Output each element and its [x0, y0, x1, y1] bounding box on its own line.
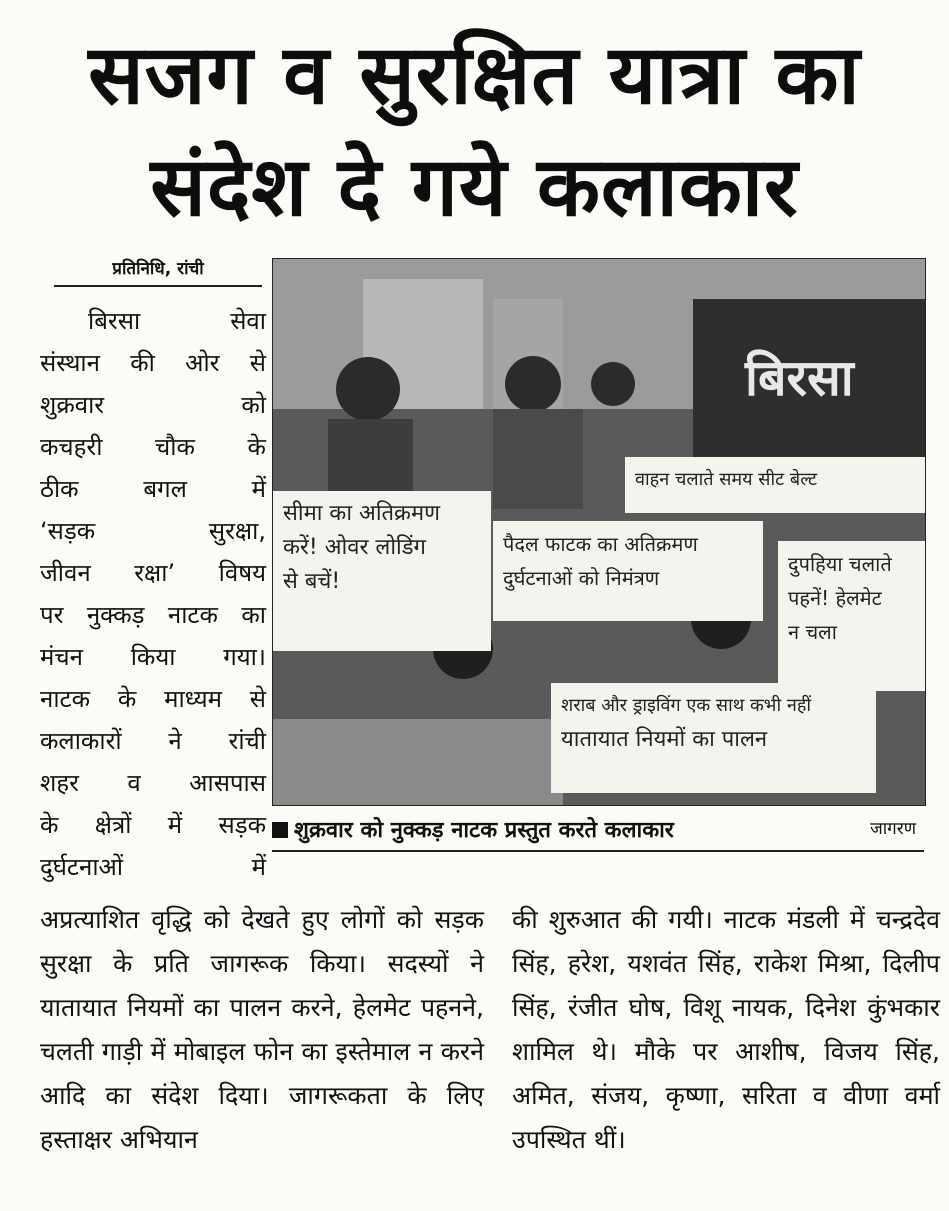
byline: प्रतिनिधि, रांची: [54, 256, 262, 287]
intro-line: ठीक बगल में: [40, 475, 266, 503]
banner-text: पहनें! हेलमेट: [788, 586, 882, 610]
intro-line: दुर्घटनाओं में: [40, 853, 266, 881]
news-photo: [272, 258, 926, 806]
photo-banner: [625, 457, 925, 513]
intro-column: [40, 300, 266, 888]
banner-text: शराब और ड्राइविंग एक साथ कभी नहीं: [561, 695, 812, 716]
photo-banner: [273, 491, 491, 651]
banner-text: न चला: [788, 620, 837, 644]
banner-text: बिरसा: [745, 349, 854, 407]
intro-line: जीवन रक्षा’ विषय: [40, 559, 266, 587]
intro-line: बिरसा सेवा: [88, 307, 266, 335]
headline-line-2: संदेश दे गये कलाकार: [150, 140, 799, 235]
intro-line: कचहरी चौक के: [40, 433, 266, 461]
intro-line: कलाकारों ने रांची: [40, 727, 266, 755]
intro-line: संस्थान की ओर से: [40, 349, 266, 377]
intro-line: मंचन किया गया।: [40, 643, 266, 671]
intro-line: शुक्रवार को: [40, 391, 266, 419]
banner-text: यातायात नियमों का पालन: [561, 727, 768, 752]
intro-line: के क्षेत्रों में सड़क: [40, 811, 266, 839]
intro-line: पर नुक्कड़ नाटक का: [40, 601, 266, 629]
photo-banner: [778, 541, 925, 691]
intro-line: ‘सड़क सुरक्षा,: [40, 517, 266, 545]
banner-text: करें! ओवर लोडिंग: [283, 535, 426, 560]
banner-text: से बचें!: [283, 569, 341, 594]
banner-text: पैदल फाटक का अतिक्रमण: [503, 532, 698, 556]
photo-banner: [551, 683, 876, 793]
body-column-right: की शुरुआत की गयी। नाटक मंडली में चन्द्रदेव सिंह, हरेश, यशवंत सिंह, राकेश मिश्रा, दिलीप सिंह, रंजीत घोष, विशू नायक, दिनेश कुंभकार शामिल थे। मौके पर आशीष, विजय सिंह, अमित, संजय, कृष्णा, सरिता व वीणा वर्मा उपस्थित थीं।: [512, 905, 940, 1154]
banner-text: सीमा का अतिक्रमण: [283, 501, 441, 526]
photo-banner: [735, 339, 885, 419]
caption-text: शुक्रवार को नुक्कड़ नाटक प्रस्तुत करते कलाकार: [294, 818, 674, 843]
caption-bullet-icon: [272, 822, 288, 838]
banner-text: दुर्घटनाओं को निमंत्रण: [503, 566, 660, 590]
photo-banner: [493, 521, 763, 621]
photo-caption: [272, 814, 924, 852]
body-column-left: अप्रत्याशित वृद्धि को देखते हुए लोगों को सड़क सुरक्षा के प्रति जागरूक किया। सदस्यों ने यातायात नियमों का पालन करने, हेलमेट पहनने, चलती गाड़ी में मोबाइल फोन का इस्तेमाल न करने आदि का संदेश दिया। जागरूकता के लिए हस्ताक्षर अभियान: [40, 905, 484, 1154]
banner-text: वाहन चलाते समय सीट बेल्ट: [635, 469, 818, 490]
photo-credit: जागरण: [870, 819, 916, 839]
headline-line-1: सजग व सुरक्षित यात्रा का: [88, 28, 861, 123]
intro-line: नाटक के माध्यम से: [40, 685, 266, 713]
banner-text: दुपहिया चलाते: [788, 552, 892, 576]
intro-line: शहर व आसपास: [40, 769, 266, 797]
